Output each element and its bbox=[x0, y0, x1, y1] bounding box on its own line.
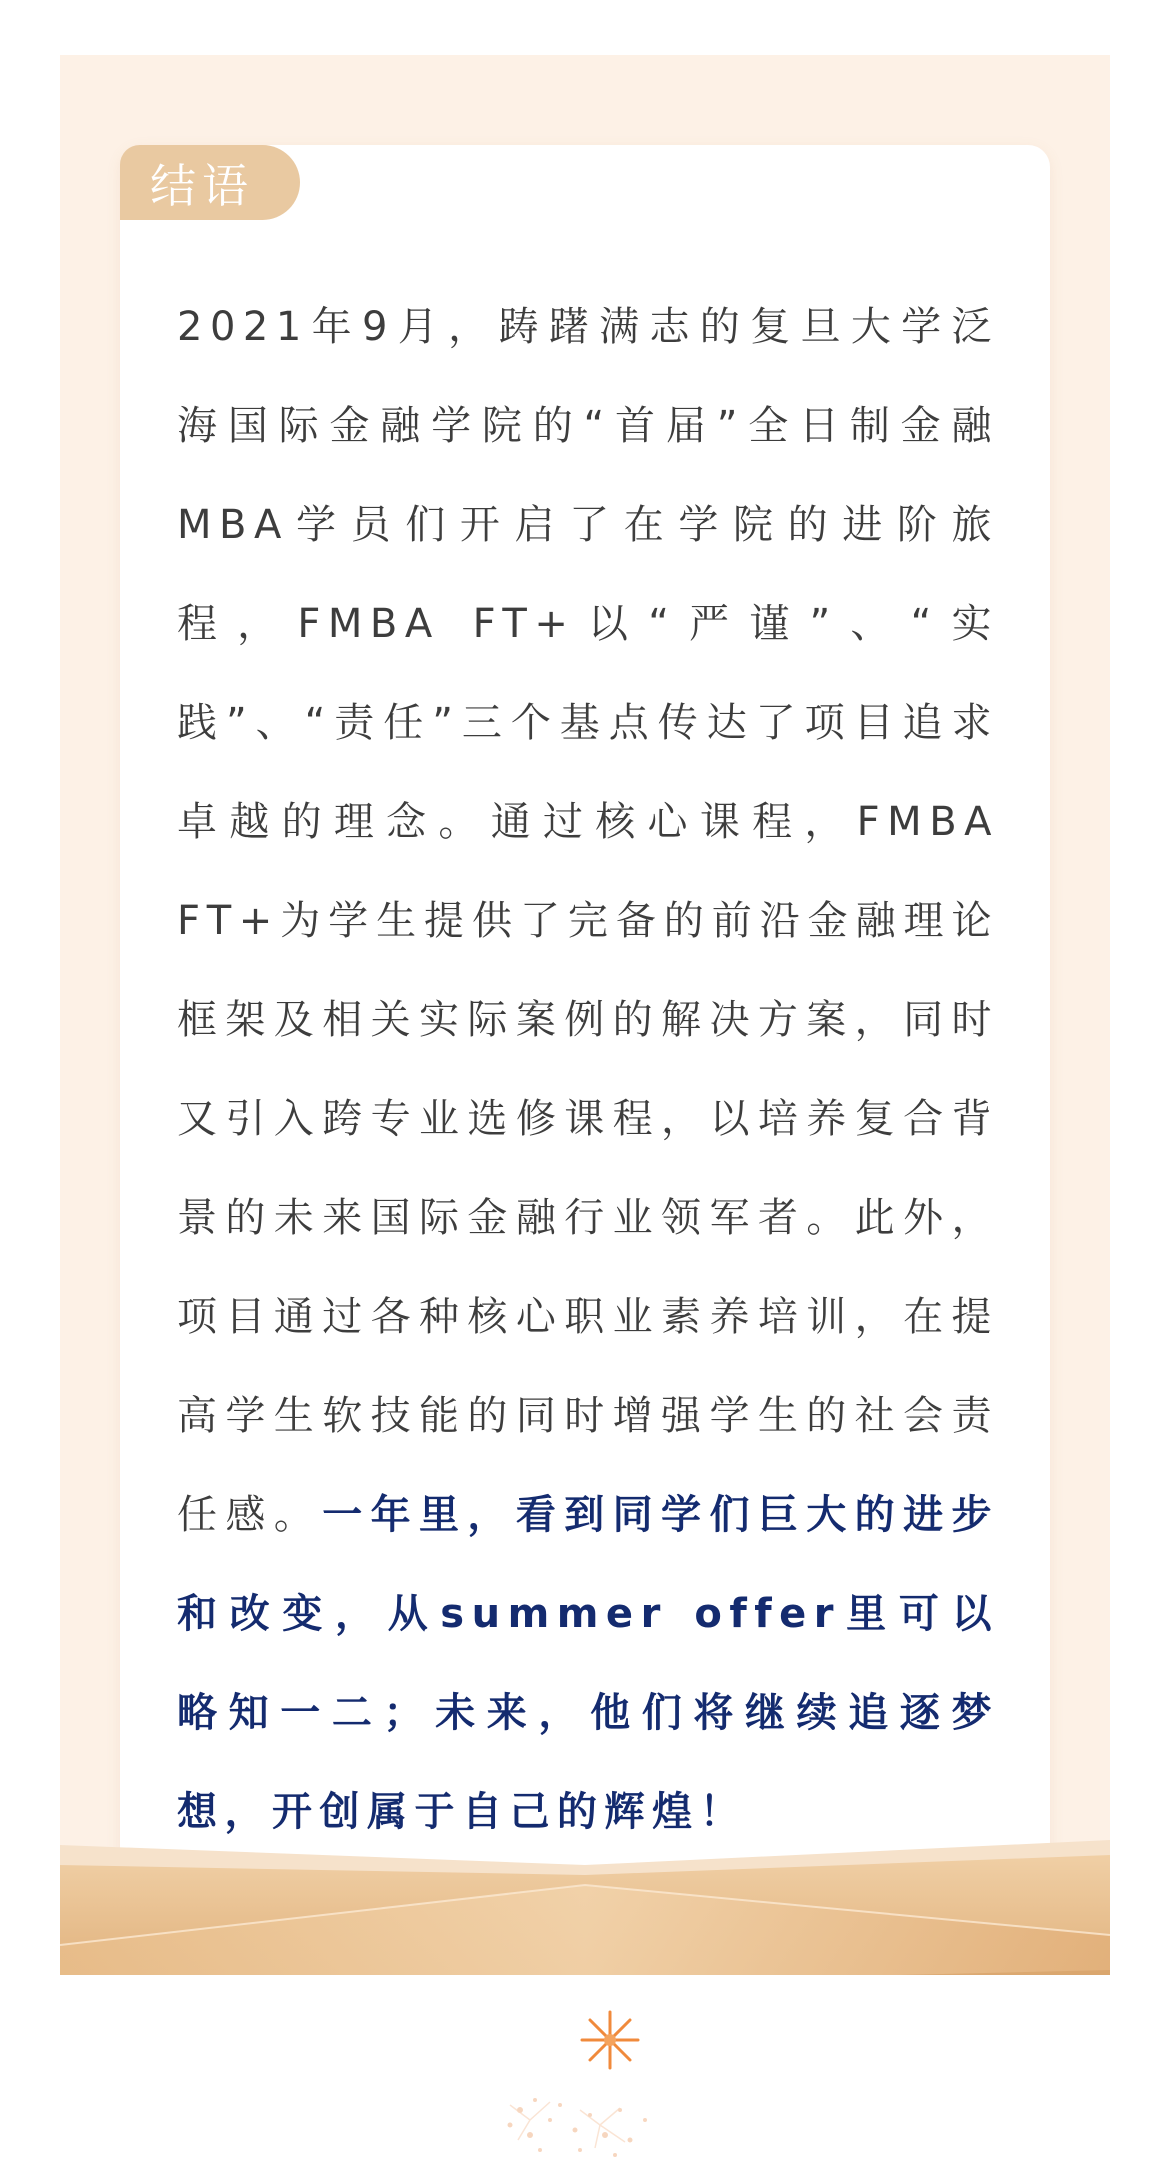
conclusion-panel bbox=[60, 55, 1110, 1975]
article-body bbox=[177, 278, 999, 1862]
paragraph-normal-text: 2021年9月，踌躇满志的复旦大学泛海国际金融学院的“首届”全日制金融MBA学员们开启了在学院的进阶旅程，FMBA FT+以“严谨”、“实践”、“责任”三个基点传达了项目追求卓越的理念。通过核心课程，FMBA FT+为学生提供了完备的前沿金融理论框架及相关实际案例的解决方案，同时又引入跨专业选修课程，以培养复合背景的未来国际金融行业领军者。此外，项目通过各种核心职业素养培训，在提高学生软技能的同时增强学生的社会责任感。 bbox=[177, 304, 999, 1538]
section-tag-label: 结语 bbox=[150, 158, 254, 213]
firework-decoration bbox=[480, 2010, 700, 2160]
conclusion-card bbox=[120, 145, 1050, 1945]
paragraph-highlight-text: 一年里，看到同学们巨大的进步和改变，从summer offer里可以略知一二；未来，他们将继续追逐梦想，开创属于自己的辉煌！ bbox=[177, 1492, 999, 1835]
gold-wave-decoration bbox=[60, 1795, 1110, 1975]
section-tag bbox=[120, 145, 300, 220]
